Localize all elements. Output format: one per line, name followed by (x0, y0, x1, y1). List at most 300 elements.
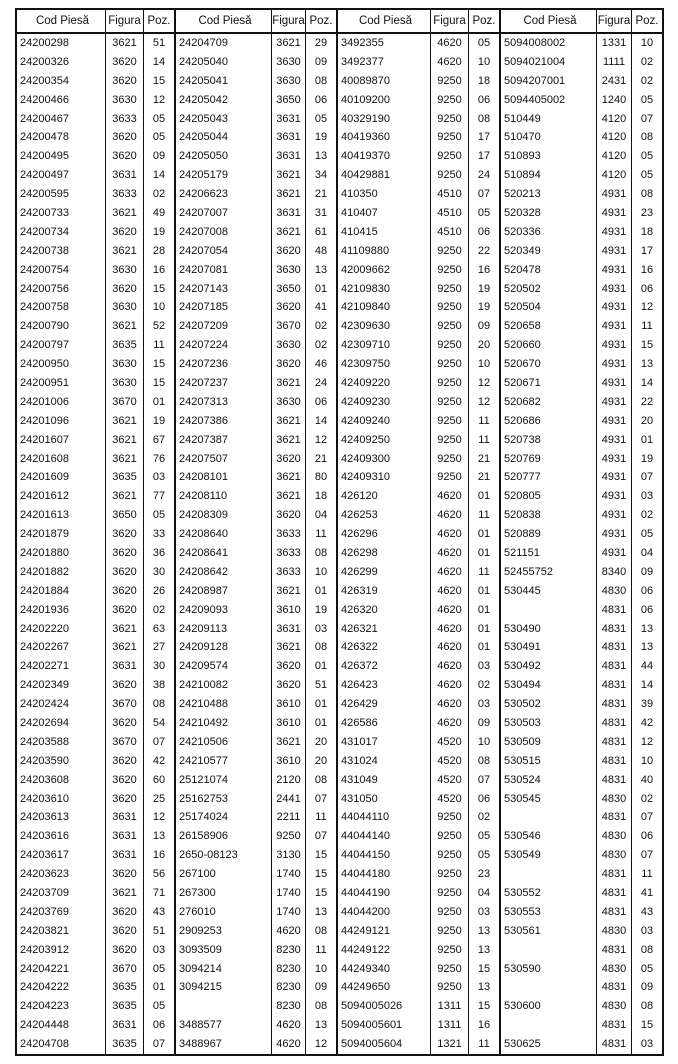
table-row (338, 997, 499, 1016)
table-row (17, 166, 174, 185)
part-code-cell: 24205040 (179, 55, 228, 68)
part-code-cell: 530552 (504, 887, 541, 900)
part-code-cell: 24207143 (179, 282, 228, 295)
table-row (338, 166, 499, 185)
table-row (338, 506, 499, 525)
table-row (17, 91, 174, 110)
figure-cell: 4620 (271, 1035, 305, 1054)
table-row (338, 790, 499, 809)
table-row (176, 809, 336, 828)
table-row (17, 695, 174, 714)
part-code-cell: 530625 (504, 1038, 541, 1051)
part-code-cell: 24203912 (20, 943, 69, 956)
table-row (501, 223, 662, 242)
position-cell: 11 (305, 809, 336, 828)
figure-cell: 4620 (430, 34, 468, 53)
part-code-cell: 24207008 (179, 225, 228, 238)
part-code-cell: 426372 (341, 660, 378, 673)
part-code-cell: 24207224 (179, 339, 228, 352)
table-row (501, 34, 662, 53)
part-code-cell: 40089870 (341, 74, 390, 87)
part-code-cell: 24205043 (179, 112, 228, 125)
position-cell: 07 (631, 809, 662, 828)
part-code-cell: 24207237 (179, 376, 228, 389)
figure-cell: 3620 (105, 752, 143, 771)
position-cell: 40 (631, 771, 662, 790)
position-cell: 16 (143, 846, 174, 865)
figure-cell: 3610 (271, 695, 305, 714)
position-cell: 11 (305, 525, 336, 544)
table-row (501, 355, 662, 374)
header-code: Cod Piesă (358, 15, 413, 27)
table-row (176, 676, 336, 695)
figure-cell: 4831 (596, 695, 631, 714)
part-code-cell: 24200595 (20, 188, 69, 201)
position-cell: 20 (631, 412, 662, 431)
table-row (176, 752, 336, 771)
position-cell: 16 (631, 261, 662, 280)
figure-cell: 9250 (430, 393, 468, 412)
part-code-cell (501, 979, 596, 998)
table-row (338, 865, 499, 884)
position-cell: 23 (468, 865, 499, 884)
figure-cell: 3620 (105, 922, 143, 941)
part-code-cell: 24202267 (20, 641, 69, 654)
position-cell: 19 (143, 223, 174, 242)
part-code-cell: 5094005604 (341, 1038, 403, 1051)
figure-cell: 4831 (596, 809, 631, 828)
table-row (338, 809, 499, 828)
part-code-cell: 431050 (341, 792, 378, 805)
table-row (17, 997, 174, 1016)
position-cell: 16 (468, 261, 499, 280)
position-cell: 12 (305, 1035, 336, 1054)
position-cell: 11 (468, 506, 499, 525)
figure-cell: 3130 (271, 846, 305, 865)
figure-cell: 4620 (430, 525, 468, 544)
part-code-cell: 520658 (504, 320, 541, 333)
figure-cell: 9250 (430, 72, 468, 91)
position-cell: 08 (631, 185, 662, 204)
part-code-cell: 52455752 (504, 565, 553, 578)
position-cell: 15 (143, 72, 174, 91)
position-cell: 02 (631, 53, 662, 72)
part-code-cell: 24200758 (20, 301, 69, 314)
position-cell: 30 (143, 657, 174, 676)
position-cell: 41 (631, 884, 662, 903)
part-code-cell: 24202424 (20, 698, 69, 711)
figure-cell: 3620 (271, 242, 305, 261)
position-cell: 19 (305, 128, 336, 147)
part-code-cell: 520328 (504, 206, 541, 219)
parts-index-table (15, 8, 664, 1056)
part-code-cell: 520805 (504, 490, 541, 503)
part-code-cell: 42409310 (341, 471, 390, 484)
table-row (17, 1035, 174, 1054)
figure-cell: 3650 (271, 280, 305, 299)
header-row (501, 10, 662, 34)
part-code-cell: 410407 (341, 206, 378, 219)
part-code-cell: 24200738 (20, 244, 69, 257)
figure-cell: 3620 (105, 223, 143, 242)
table-row (176, 110, 336, 129)
table-row (17, 771, 174, 790)
figure-cell: 3621 (271, 374, 305, 393)
table-row (338, 374, 499, 393)
position-cell: 05 (143, 506, 174, 525)
part-code-cell: 24200466 (20, 93, 69, 106)
figure-cell: 4620 (271, 922, 305, 941)
figure-cell: 4620 (430, 601, 468, 620)
part-code-cell: 520213 (504, 188, 541, 201)
part-code-cell: 44249121 (341, 924, 390, 937)
table-row (338, 979, 499, 998)
figure-cell: 1331 (596, 34, 631, 53)
part-code-cell: 24208640 (179, 528, 228, 541)
position-cell: 06 (631, 601, 662, 620)
figure-cell: 4831 (596, 714, 631, 733)
part-code-cell: 24201006 (20, 395, 69, 408)
table-row (176, 695, 336, 714)
part-code-cell: 520686 (504, 414, 541, 427)
table-row (17, 960, 174, 979)
figure-cell: 3621 (105, 412, 143, 431)
part-code-cell: 24200497 (20, 169, 69, 182)
figure-cell: 3635 (105, 468, 143, 487)
figure-cell: 4520 (430, 752, 468, 771)
table-row (17, 487, 174, 506)
position-cell: 02 (631, 790, 662, 809)
position-cell: 46 (305, 355, 336, 374)
figure-cell: 3650 (105, 506, 143, 525)
position-cell: 01 (631, 431, 662, 450)
table-row (501, 903, 662, 922)
position-cell: 60 (143, 771, 174, 790)
table-row (501, 733, 662, 752)
part-code-cell: 530590 (504, 962, 541, 975)
table-row (17, 185, 174, 204)
figure-cell: 9250 (430, 827, 468, 846)
table-row (17, 827, 174, 846)
table-row (17, 468, 174, 487)
table-row (338, 582, 499, 601)
table-row (176, 922, 336, 941)
table-row (501, 941, 662, 960)
part-code-cell: 24200951 (20, 376, 69, 389)
part-code-cell: 530524 (504, 773, 541, 786)
table-row (501, 450, 662, 469)
table-row (17, 34, 174, 53)
position-cell: 13 (305, 903, 336, 922)
position-cell: 80 (305, 468, 336, 487)
position-cell: 02 (468, 676, 499, 695)
table-row (338, 147, 499, 166)
part-code-cell: 24207209 (179, 320, 228, 333)
position-cell: 07 (468, 771, 499, 790)
figure-cell: 1311 (430, 1016, 468, 1035)
position-cell: 52 (143, 317, 174, 336)
table-row (176, 657, 336, 676)
part-code-cell (501, 865, 596, 884)
figure-cell: 3620 (105, 582, 143, 601)
position-cell: 03 (631, 1035, 662, 1054)
position-cell: 01 (305, 280, 336, 299)
position-cell: 21 (468, 468, 499, 487)
figure-cell: 4931 (596, 298, 631, 317)
part-code-cell: 24207185 (179, 301, 228, 314)
table-row (176, 53, 336, 72)
figure-cell: 3621 (271, 487, 305, 506)
figure-cell: 3620 (105, 53, 143, 72)
table-row (338, 317, 499, 336)
part-code-cell: 24204222 (20, 981, 69, 994)
figure-cell: 4120 (596, 110, 631, 129)
position-cell: 08 (468, 110, 499, 129)
figure-cell: 4931 (596, 355, 631, 374)
table-row (17, 147, 174, 166)
position-cell: 49 (143, 204, 174, 223)
position-cell: 09 (468, 714, 499, 733)
part-code-cell: 530549 (504, 849, 541, 862)
part-code-cell: 520777 (504, 471, 541, 484)
table-row (17, 298, 174, 317)
figure-cell: 3621 (271, 733, 305, 752)
figure-cell: 3620 (271, 657, 305, 676)
part-code-cell: 24201609 (20, 471, 69, 484)
position-cell: 15 (305, 884, 336, 903)
table-row (338, 1016, 499, 1035)
part-code-cell: 42309750 (341, 358, 390, 371)
table-row (501, 525, 662, 544)
position-cell: 08 (631, 941, 662, 960)
part-code-cell (176, 997, 271, 1016)
part-code-cell: 3492355 (341, 36, 384, 49)
table-row (17, 733, 174, 752)
table-row (501, 393, 662, 412)
part-code-cell: 530502 (504, 698, 541, 711)
part-code-cell: 520478 (504, 263, 541, 276)
position-cell: 19 (468, 280, 499, 299)
table-row (501, 317, 662, 336)
figure-cell: 3621 (271, 223, 305, 242)
part-code-cell: 530546 (504, 830, 541, 843)
position-cell: 42 (143, 752, 174, 771)
figure-cell: 3620 (271, 355, 305, 374)
part-code-cell: 24207054 (179, 244, 228, 257)
part-code-cell: 24202271 (20, 660, 69, 673)
part-code-cell (501, 809, 596, 828)
figure-cell: 3670 (105, 695, 143, 714)
part-code-cell: 24205042 (179, 93, 228, 106)
figure-cell: 4931 (596, 317, 631, 336)
position-cell: 02 (143, 185, 174, 204)
table-row (501, 261, 662, 280)
part-code-cell: 44044180 (341, 868, 390, 881)
part-code-cell: 44044140 (341, 830, 390, 843)
figure-cell: 3620 (271, 506, 305, 525)
table-row (17, 544, 174, 563)
table-row (501, 204, 662, 223)
figure-cell: 3631 (271, 204, 305, 223)
figure-cell: 4931 (596, 242, 631, 261)
table-row (501, 695, 662, 714)
table-row (338, 242, 499, 261)
figure-cell: 4831 (596, 752, 631, 771)
position-cell: 24 (305, 374, 336, 393)
position-cell: 17 (468, 147, 499, 166)
figure-cell: 9250 (430, 110, 468, 129)
figure-cell: 3620 (105, 72, 143, 91)
figure-cell: 4120 (596, 128, 631, 147)
header-row (176, 10, 336, 34)
position-cell: 01 (143, 979, 174, 998)
part-code-cell: 44044110 (341, 811, 390, 824)
table-row (17, 620, 174, 639)
part-code-cell: 24209113 (179, 622, 228, 635)
position-cell: 03 (468, 903, 499, 922)
part-code-cell: 24204223 (20, 1000, 69, 1013)
position-cell: 01 (305, 582, 336, 601)
table-row (17, 903, 174, 922)
figure-cell: 4831 (596, 676, 631, 695)
figure-cell: 4830 (596, 922, 631, 941)
position-cell: 15 (143, 374, 174, 393)
position-cell: 02 (631, 506, 662, 525)
table-row (501, 110, 662, 129)
position-cell: 12 (468, 393, 499, 412)
part-code-cell: 530561 (504, 924, 541, 937)
table-row (176, 1016, 336, 1035)
figure-cell: 4620 (271, 1016, 305, 1035)
part-code-cell: 530494 (504, 679, 541, 692)
figure-cell: 4931 (596, 393, 631, 412)
position-cell: 13 (631, 620, 662, 639)
figure-cell: 4830 (596, 582, 631, 601)
table-row (176, 261, 336, 280)
position-cell: 05 (468, 846, 499, 865)
figure-cell: 4831 (596, 657, 631, 676)
figure-cell: 3630 (271, 336, 305, 355)
figure-cell: 3630 (105, 374, 143, 393)
position-cell: 21 (305, 185, 336, 204)
position-cell: 10 (305, 563, 336, 582)
part-code-cell: 530492 (504, 660, 541, 673)
figure-cell: 4931 (596, 204, 631, 223)
figure-cell: 3631 (271, 110, 305, 129)
header-pos: Poz. (143, 10, 174, 32)
position-cell: 04 (305, 506, 336, 525)
figure-cell: 3620 (105, 280, 143, 299)
part-code-cell: 267100 (179, 868, 216, 881)
part-code-cell: 24203610 (20, 792, 69, 805)
table-row (501, 147, 662, 166)
table-row (338, 412, 499, 431)
position-cell: 10 (631, 752, 662, 771)
figure-cell: 3621 (105, 34, 143, 53)
position-cell: 05 (468, 34, 499, 53)
header-code: Cod Piesă (198, 15, 252, 27)
position-cell: 05 (631, 147, 662, 166)
figure-cell: 3631 (105, 166, 143, 185)
position-cell: 09 (631, 563, 662, 582)
figure-cell: 9250 (430, 412, 468, 431)
figure-cell: 1311 (430, 997, 468, 1016)
position-cell: 06 (631, 827, 662, 846)
table-row (501, 639, 662, 658)
position-cell: 43 (631, 903, 662, 922)
part-code-cell: 44249340 (341, 962, 390, 975)
figure-cell: 4931 (596, 450, 631, 469)
part-code-cell: 3488967 (179, 1038, 222, 1051)
part-code-cell: 40419370 (341, 150, 390, 163)
position-cell: 15 (468, 997, 499, 1016)
figure-cell: 3635 (105, 979, 143, 998)
header-figure: Figura (271, 10, 305, 32)
rows (338, 34, 499, 1054)
position-cell: 13 (305, 147, 336, 166)
part-code-cell: 530515 (504, 754, 541, 767)
table-row (17, 809, 174, 828)
table-row (176, 91, 336, 110)
position-cell: 13 (631, 639, 662, 658)
position-cell: 05 (143, 110, 174, 129)
position-cell: 12 (468, 374, 499, 393)
part-code-cell: 426120 (341, 490, 378, 503)
figure-cell: 3670 (105, 393, 143, 412)
position-cell: 03 (143, 468, 174, 487)
position-cell: 54 (143, 714, 174, 733)
part-code-cell: 2909253 (179, 924, 222, 937)
table-row (501, 563, 662, 582)
part-code-cell: 426429 (341, 698, 378, 711)
position-cell: 07 (631, 110, 662, 129)
table-row (17, 941, 174, 960)
part-code-cell: 44249650 (341, 981, 390, 994)
part-code-cell: 24200495 (20, 150, 69, 163)
part-code-cell: 426586 (341, 717, 378, 729)
figure-cell: 4620 (430, 487, 468, 506)
position-cell: 03 (631, 487, 662, 506)
figure-cell: 4931 (596, 544, 631, 563)
position-cell: 14 (631, 374, 662, 393)
table-row (176, 790, 336, 809)
part-code-cell: 24205041 (179, 74, 228, 87)
position-cell: 09 (143, 147, 174, 166)
position-cell: 31 (305, 204, 336, 223)
table-row (338, 280, 499, 299)
position-cell: 25 (143, 790, 174, 809)
figure-cell: 3621 (271, 468, 305, 487)
part-code-cell: 426319 (341, 584, 378, 597)
table-row (176, 204, 336, 223)
figure-cell: 3621 (271, 185, 305, 204)
part-code-cell: 24200756 (20, 282, 69, 295)
part-code-cell: 44044190 (341, 887, 390, 900)
part-code-cell: 42409250 (341, 433, 390, 446)
position-cell: 48 (305, 242, 336, 261)
header-pos: Poz. (305, 10, 336, 32)
position-cell: 11 (468, 431, 499, 450)
part-code-cell: 510893 (504, 150, 541, 163)
position-cell: 14 (305, 412, 336, 431)
table-row (338, 601, 499, 620)
figure-cell: 3630 (271, 393, 305, 412)
position-cell: 09 (305, 979, 336, 998)
part-code-cell: 24200797 (20, 339, 69, 352)
position-cell: 05 (631, 91, 662, 110)
position-cell: 10 (143, 298, 174, 317)
figure-cell: 4831 (596, 733, 631, 752)
